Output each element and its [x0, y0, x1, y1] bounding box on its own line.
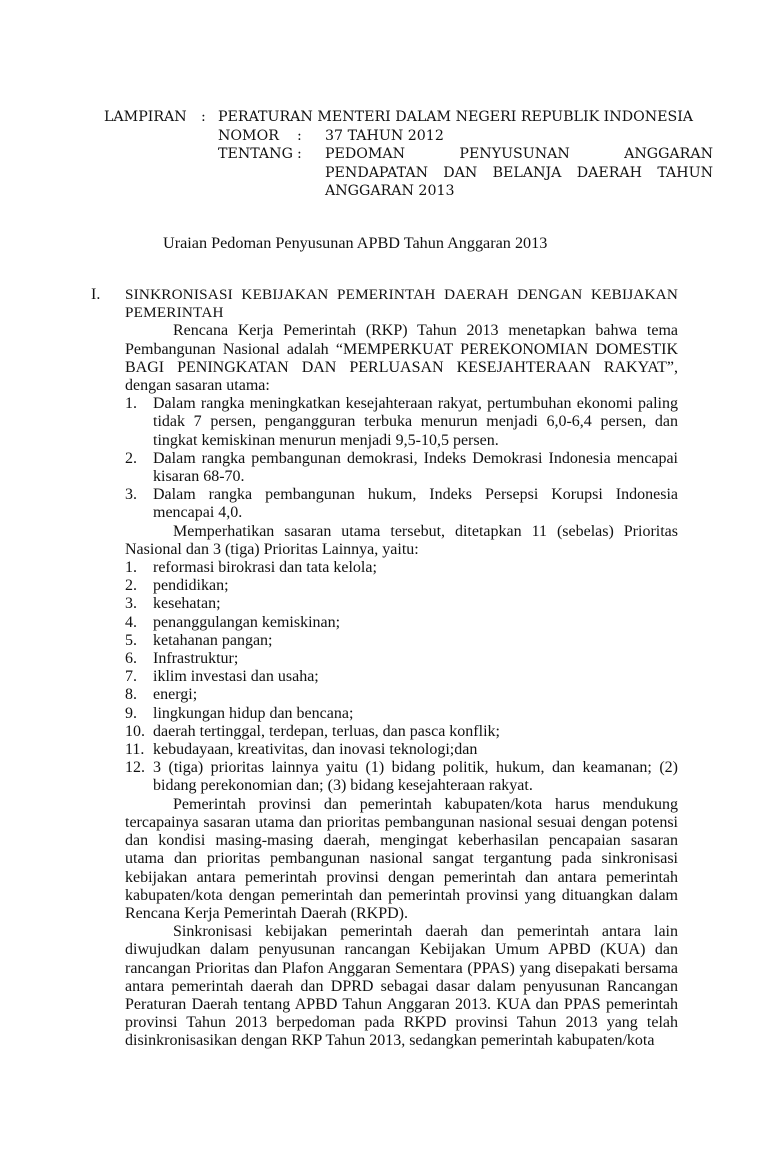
- list-item: [125, 741, 678, 759]
- list-item: [125, 668, 678, 686]
- list-item-number: 6.: [125, 650, 137, 668]
- list-item-number: 8.: [125, 686, 137, 704]
- document-title: Uraian Pedoman Penyusunan APBD Tahun Anggaran 2013: [163, 234, 548, 252]
- list-item-text: Dalam rangka pembangunan hukum, Indeks Persepsi Korupsi Indonesia mencapai 4,0.: [153, 486, 678, 522]
- lampiran-label: LAMPIRAN: [104, 109, 187, 125]
- list-item-text: daerah tertinggal, terdepan, terluas, dan pasca konflik;: [153, 722, 500, 740]
- targets-list: [125, 395, 678, 522]
- section-heading: SINKRONISASI KEBIJAKAN PEMERINTAH DAERAH DENGAN KEBIJAKAN PEMERINTAH: [125, 286, 678, 322]
- list-item: [125, 632, 678, 650]
- list-item-number: 3.: [125, 595, 137, 613]
- list-item-text: penanggulangan kemiskinan;: [153, 613, 341, 631]
- list-item-text: kebudayaan, kreativitas, dan inovasi teknologi;dan: [153, 741, 478, 759]
- section-body: [125, 286, 678, 1051]
- tentang-line: ANGGARAN 2013: [325, 183, 455, 200]
- list-item-number: 2.: [125, 449, 137, 467]
- list-item-number: 3.: [125, 486, 137, 504]
- list-item-number: 5.: [125, 631, 137, 649]
- list-item-text: Dalam rangka pembangunan demokrasi, Indeks Demokrasi Indonesia mencapai kisaran 68-70.: [153, 449, 678, 486]
- list-item: [125, 723, 678, 741]
- list-item-text: pendidikan;: [153, 577, 229, 595]
- list-item-number: 2.: [125, 577, 137, 595]
- tentang-line: PENDAPATAN DAN BELANJA DAERAH TAHUN: [325, 164, 713, 181]
- nomor-colon: :: [297, 128, 302, 144]
- list-item-text: energi;: [153, 686, 198, 704]
- list-item-text: lingkungan hidup dan bencana;: [153, 704, 354, 722]
- list-item-text: ketahanan pangan;: [153, 631, 273, 649]
- list-item-text: Infrastruktur;: [153, 650, 239, 668]
- paragraph-rkp: Rencana Kerja Pemerintah (RKP) Tahun 2013 menetapkan bahwa tema Pembangunan Nasional adalah “MEMPERKUAT PEREKONOMIAN DOMESTIK BAGI PENINGKATAN DAN PERLUASAN KESEJAHTERAAN RAKYAT”, dengan sasaran utama:: [125, 322, 678, 395]
- nomor-value: 37 TAHUN 2012: [325, 128, 444, 144]
- list-item-text: 3 (tiga) prioritas lainnya yaitu (1) bidang politik, hukum, dan keamanan; (2) bidang perekonomian dan; (3) bidang kesejahteraan rakyat.: [153, 759, 678, 795]
- lampiran-colon: :: [201, 109, 206, 125]
- tentang-line: PEDOMAN PENYUSUNAN ANGGARAN: [325, 146, 713, 162]
- priorities-list: [125, 559, 678, 796]
- list-item-text: iklim investasi dan usaha;: [153, 668, 319, 686]
- list-item: [125, 686, 678, 704]
- tentang-colon: :: [297, 146, 302, 162]
- list-item-number: 12.: [125, 759, 145, 777]
- paragraph-priorities-intro: Memperhatikan sasaran utama tersebut, ditetapkan 11 (sebelas) Prioritas Nasional dan 3 (tiga) Prioritas Lainnya, yaitu:: [125, 522, 678, 558]
- tentang-value: [325, 145, 713, 201]
- tentang-label: TENTANG: [218, 146, 293, 162]
- regulation-title: PERATURAN MENTERI DALAM NEGERI REPUBLIK INDONESIA: [218, 109, 694, 125]
- list-item-number: 7.: [125, 668, 137, 686]
- list-item: [125, 559, 678, 577]
- list-item: [125, 486, 678, 522]
- list-item: [125, 395, 678, 450]
- list-item-text: kesehatan;: [153, 595, 221, 613]
- list-item-text: reformasi birokrasi dan tata kelola;: [153, 559, 377, 577]
- nomor-label: NOMOR: [218, 128, 279, 144]
- list-item-text: Dalam rangka meningkatkan kesejahteraan rakyat, pertumbuhan ekonomi paling tidak 7 persen, pengangguran terbuka menurun menjadi 6,0-6,4 persen, dan tingkat kemiskinan menurun menjadi 9,5-10,5 persen.: [153, 395, 678, 449]
- list-item: [125, 577, 678, 595]
- section-number: I.: [91, 286, 101, 303]
- list-item-number: 4.: [125, 613, 137, 631]
- list-item: [125, 450, 678, 486]
- list-item-number: 1.: [125, 559, 137, 577]
- list-item-number: 1.: [125, 395, 137, 413]
- paragraph-synchronization: Sinkronisasi kebijakan pemerintah daerah dan pemerintah antara lain diwujudkan dalam penyusunan rancangan Kebijakan Umum APBD (KUA) dan rancangan Prioritas dan Plafon Anggaran Sementara (PPAS) yang disepakati bersama antara pemerintah daerah dan DPRD sebagai dasar dalam penyusunan Rancangan Peraturan Daerah tentang APBD Tahun Anggaran 2013. KUA dan PPAS pemerintah provinsi Tahun 2013 berpedoman pada RKPD provinsi Tahun 2013 yang telah disinkronisasikan dengan RKP Tahun 2013, sedangkan pemerintah kabupaten/kota: [125, 923, 678, 1050]
- list-item: [125, 705, 678, 723]
- list-item: [125, 614, 678, 632]
- list-item: [125, 759, 678, 795]
- list-item: [125, 595, 678, 613]
- paragraph-provincial-support: Pemerintah provinsi dan pemerintah kabupaten/kota harus mendukung tercapainya sasaran utama dan prioritas pembangunan nasional sesuai dengan potensi dan kondisi masing-masing daerah, mengingat keberhasilan pencapaian sasaran utama dan prioritas pembangunan nasional sangat tergantung pada sinkronisasi kebijakan antara pemerintah provinsi dengan pemerintah dan antara pemerintah kabupaten/kota dengan pemerintah dan pemerintah provinsi yang dituangkan dalam Rencana Kerja Pemerintah Daerah (RKPD).: [125, 795, 678, 922]
- list-item: [125, 650, 678, 668]
- list-item-number: 10.: [125, 722, 145, 740]
- list-item-number: 9.: [125, 704, 137, 722]
- list-item-number: 11.: [125, 741, 145, 759]
